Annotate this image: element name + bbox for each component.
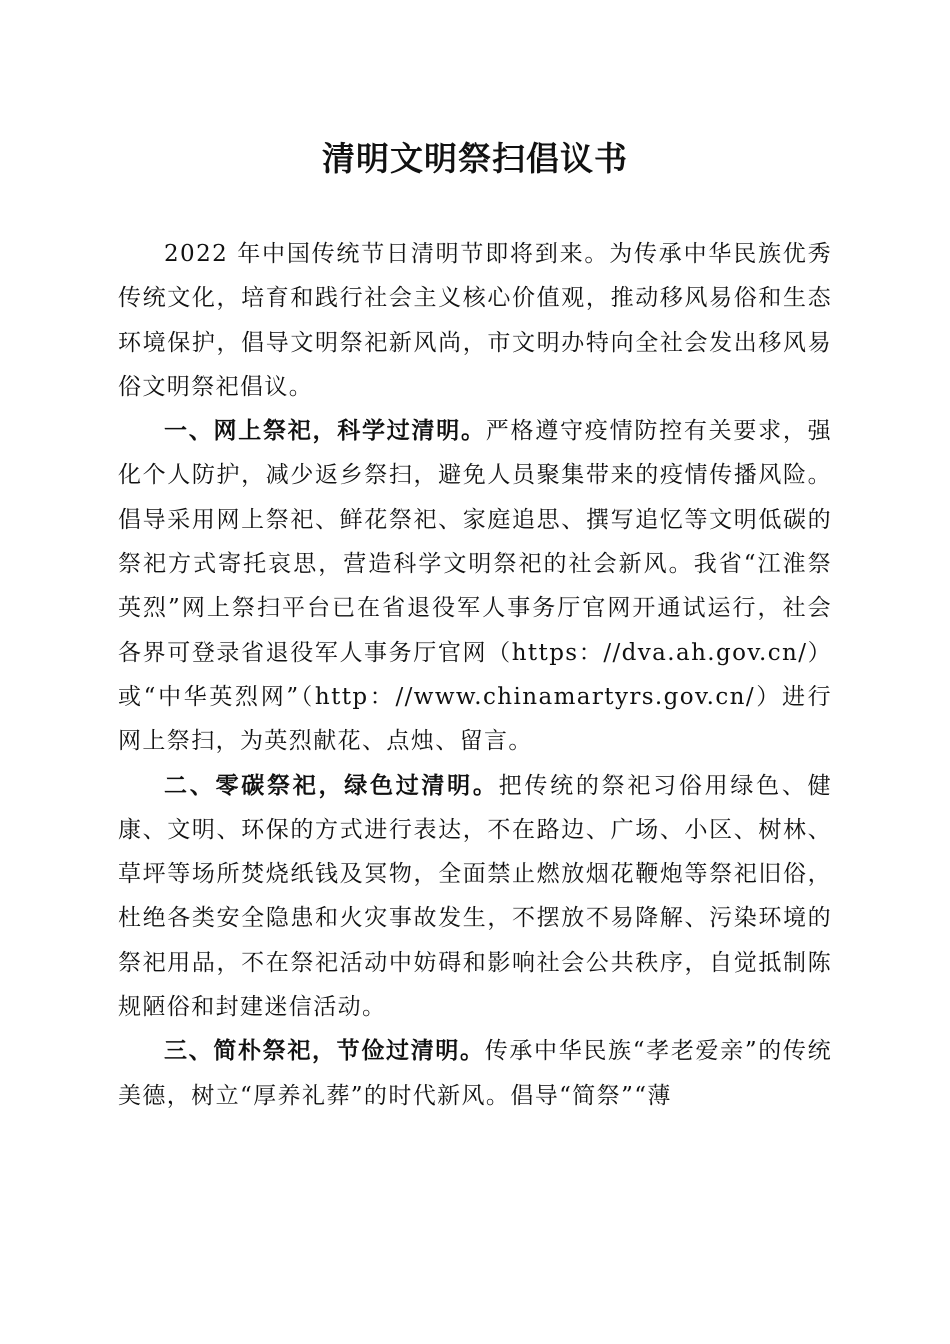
section-text-3: 传承中华民族“孝老爱亲”的传统美德，树立“厚养礼葬”的时代新风。倡导“简祭”“薄	[118, 1038, 832, 1109]
section-text-1: 严格遵守疫情防控有关要求，强化个人防护，减少返乡祭扫，避免人员聚集带来的疫情传播风险。倡导采用网上祭祀、鲜花祭祀、家庭追思、撰写追忆等文明低碳的祭祀方式寄托哀思，营造科学文明祭祀的社会新风。我省“江淮祭英烈”网上祭扫平台已在省退役军人事务厅官网开通试运行，社会各界可登录省退役军人事务厅官网（https：//dva.ah.gov.cn/）或“中华英烈网”（http：//www.chinamartyrs.gov.cn/）进行网上祭扫，为英烈献花、点烛、留言。	[118, 418, 832, 755]
section-heading-3: 三、简朴祭祀，节俭过清明。	[164, 1038, 485, 1065]
section-paragraph-2	[118, 764, 832, 1030]
section-paragraph-3	[118, 1029, 832, 1118]
intro-paragraph: 2022 年中国传统节日清明节即将到来。为传承中华民族优秀传统文化，培育和践行社会主义核心价值观，推动移风易俗和生态环境保护，倡导文明祭祀新风尚，市文明办特向全社会发出移风易俗文明祭祀倡议。	[118, 241, 832, 400]
section-text-2: 把传统的祭祀习俗用绿色、健康、文明、环保的方式进行表达，不在路边、广场、小区、树林、草坪等场所焚烧纸钱及冥物，全面禁止燃放烟花鞭炮等祭祀旧俗，杜绝各类安全隐患和火灾事故发生，不摆放不易降解、污染环境的祭祀用品，不在祭祀活动中妨碍和影响社会公共秩序，自觉抵制陈规陋俗和封建迷信活动。	[118, 772, 832, 1021]
section-heading-2: 二、零碳祭祀，绿色过清明。	[164, 772, 499, 799]
page-title: 清明文明祭扫倡议书	[322, 139, 628, 178]
section-heading-1: 一、网上祭祀，科学过清明。	[164, 418, 486, 445]
document-body	[118, 232, 832, 1118]
section-paragraph-1	[118, 409, 832, 763]
